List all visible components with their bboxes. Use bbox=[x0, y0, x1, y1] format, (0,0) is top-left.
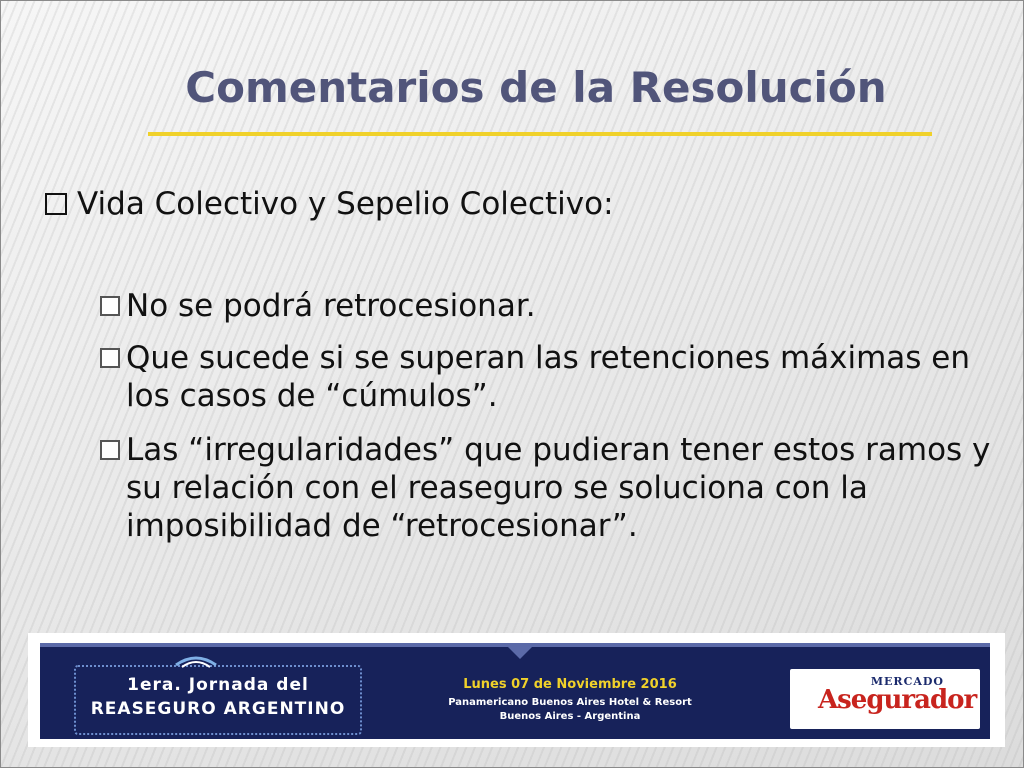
bullet-text: Que sucede si se superan las retenciones máximas en los casos de “cúmulos”. bbox=[126, 340, 971, 414]
bullet-level1 bbox=[45, 185, 945, 223]
checkbox-bullet-icon bbox=[100, 440, 120, 460]
banner-notch bbox=[504, 643, 536, 659]
slide-title: Comentarios de la Resolución bbox=[185, 63, 887, 112]
event-venue: Panamericano Buenos Aires Hotel & Resort bbox=[448, 697, 692, 708]
event-logo-icon bbox=[172, 651, 220, 671]
bullet-list bbox=[1, 1, 1024, 621]
bullet-text: Vida Colectivo y Sepelio Colectivo: bbox=[77, 186, 614, 222]
mercado-asegurador-logo bbox=[790, 669, 980, 729]
event-date: Lunes 07 de Noviembre 2016 bbox=[463, 677, 677, 692]
event-banner bbox=[28, 633, 1005, 747]
bullet-text: Las “irregularidades” que pudieran tener estos ramos y su relación con el reaseguro se soluciona con la imposibilidad de “retrocesionar”. bbox=[126, 432, 991, 544]
checkbox-bullet-icon bbox=[45, 193, 67, 215]
event-city: Buenos Aires - Argentina bbox=[499, 711, 641, 722]
bullet-item bbox=[100, 287, 980, 325]
brand-main-text: Asegurador bbox=[818, 685, 977, 715]
bullet-item bbox=[100, 339, 980, 415]
bullet-text: No se podrá retrocesionar. bbox=[126, 288, 536, 324]
checkbox-bullet-icon bbox=[100, 296, 120, 316]
checkbox-bullet-icon bbox=[100, 348, 120, 368]
bullet-item bbox=[100, 431, 995, 545]
banner-background bbox=[40, 647, 990, 739]
event-name-line2: REASEGURO ARGENTINO bbox=[90, 699, 346, 719]
event-name-line1: 1era. Jornada del bbox=[127, 675, 309, 695]
brand-top-text: MERCADO bbox=[870, 675, 944, 688]
